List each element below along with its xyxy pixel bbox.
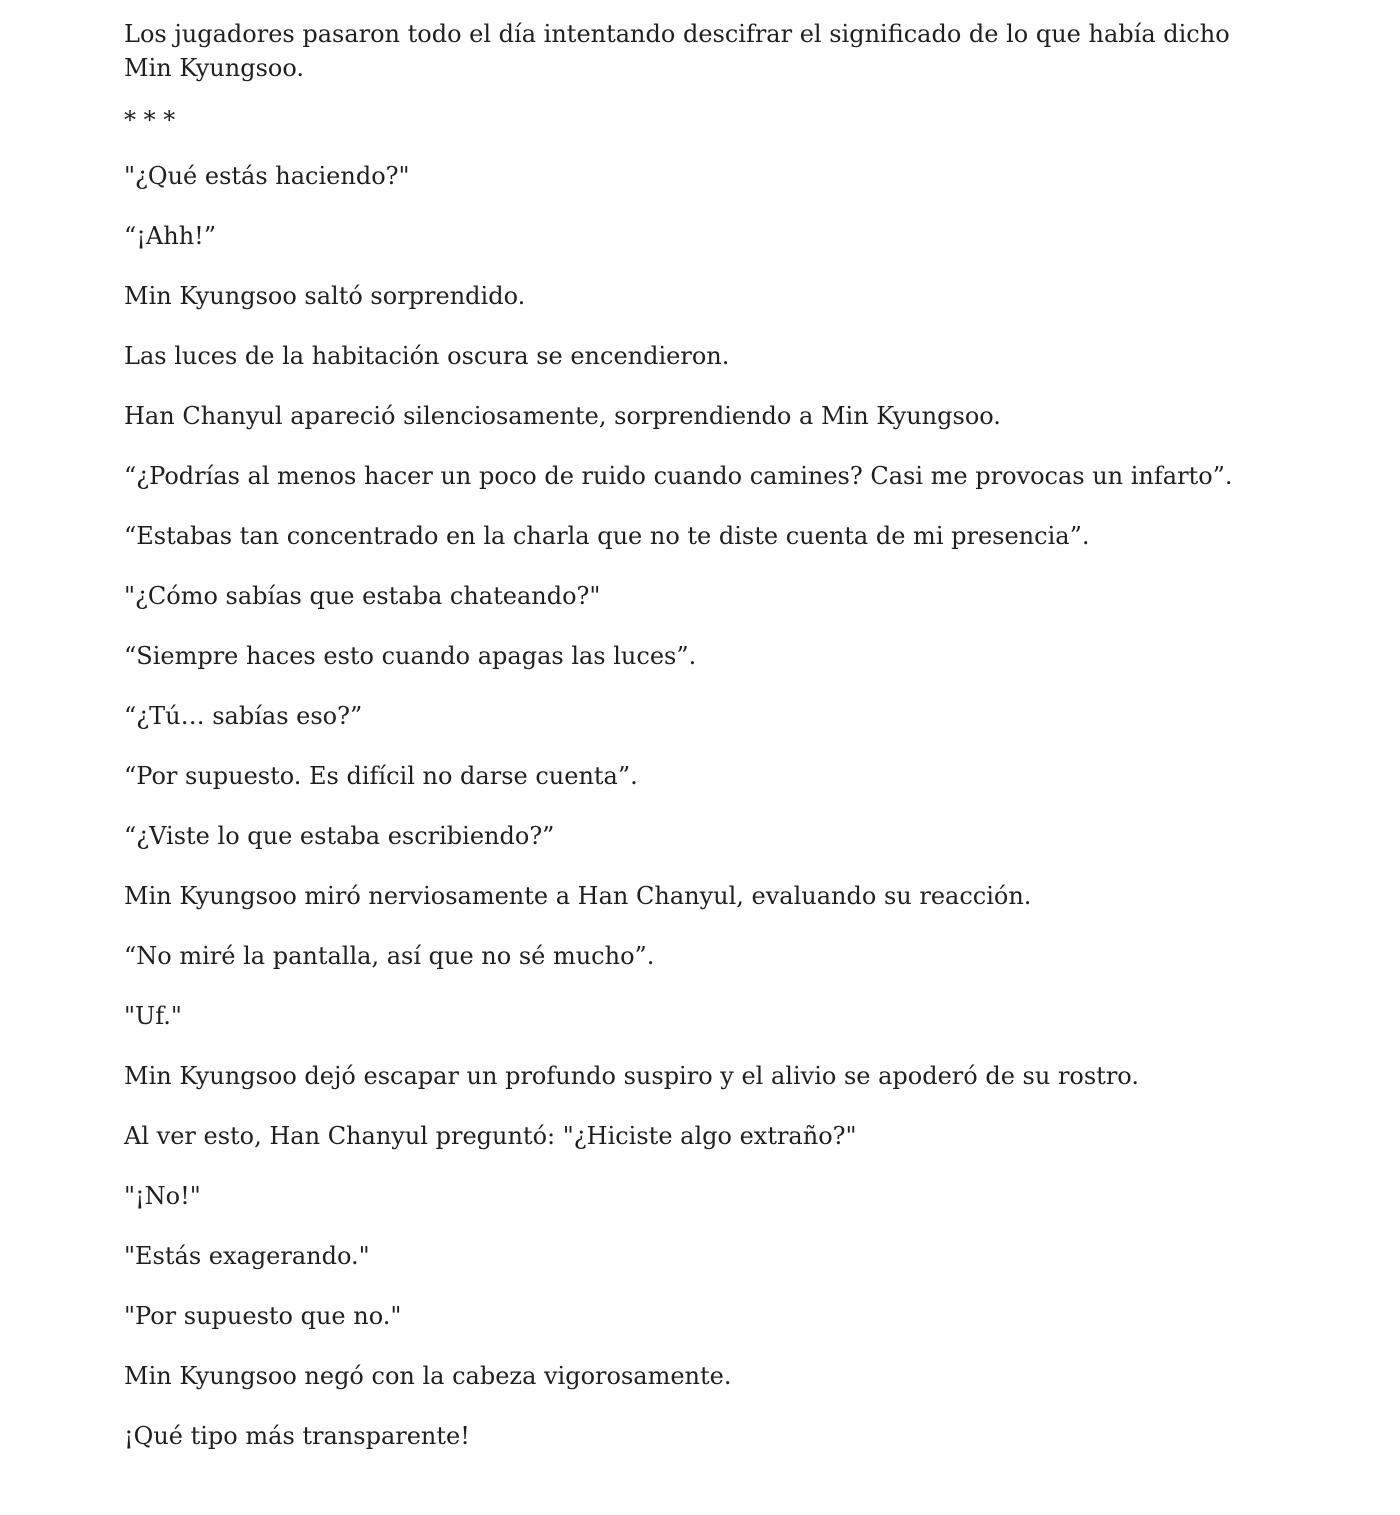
- paragraph-14: “¿Viste lo que estaba escribiendo?”: [124, 822, 555, 850]
- paragraph-8: “¿Podrías al menos hacer un poco de ruido cuando camines? Casi me provocas un infarto”.: [124, 462, 1233, 490]
- paragraph-5: Min Kyungsoo saltó sorprendido.: [124, 282, 526, 310]
- paragraph-24: ¡Qué tipo más transparente!: [124, 1422, 470, 1450]
- scene-break: * * *: [124, 106, 176, 134]
- paragraph-13: “Por supuesto. Es difícil no darse cuenta”.: [124, 762, 638, 790]
- paragraph-23: Min Kyungsoo negó con la cabeza vigorosamente.: [124, 1362, 732, 1390]
- paragraph-17: "Uf.": [124, 1002, 182, 1030]
- paragraph-9: “Estabas tan concentrado en la charla que no te diste cuenta de mi presencia”.: [124, 522, 1090, 550]
- paragraph-15: Min Kyungsoo miró nerviosamente a Han Chanyul, evaluando su reacción.: [124, 882, 1032, 910]
- paragraph-11: “Siempre haces esto cuando apagas las luces”.: [124, 642, 697, 670]
- paragraph-19: Al ver esto, Han Chanyul preguntó: "¿Hiciste algo extraño?": [124, 1122, 857, 1150]
- document-page: [124, 17, 1264, 1479]
- paragraph-22: "Por supuesto que no.": [124, 1302, 402, 1330]
- paragraph-16: “No miré la pantalla, así que no sé mucho”.: [124, 942, 655, 970]
- paragraph-1: Los jugadores pasaron todo el día intentando descifrar el significado de lo que había dicho Min Kyungsoo.: [124, 20, 1230, 82]
- paragraph-3: "¿Qué estás haciendo?": [124, 162, 410, 190]
- paragraph-4: “¡Ahh!”: [124, 222, 217, 250]
- paragraph-21: "Estás exagerando.": [124, 1242, 370, 1270]
- paragraph-12: “¿Tú… sabías eso?”: [124, 702, 363, 730]
- paragraph-18: Min Kyungsoo dejó escapar un profundo suspiro y el alivio se apoderó de su rostro.: [124, 1062, 1139, 1090]
- paragraph-6: Las luces de la habitación oscura se encendieron.: [124, 342, 730, 370]
- paragraph-10: "¿Cómo sabías que estaba chateando?": [124, 582, 601, 610]
- paragraph-20: "¡No!": [124, 1182, 201, 1210]
- paragraph-7: Han Chanyul apareció silenciosamente, sorprendiendo a Min Kyungsoo.: [124, 402, 1001, 430]
